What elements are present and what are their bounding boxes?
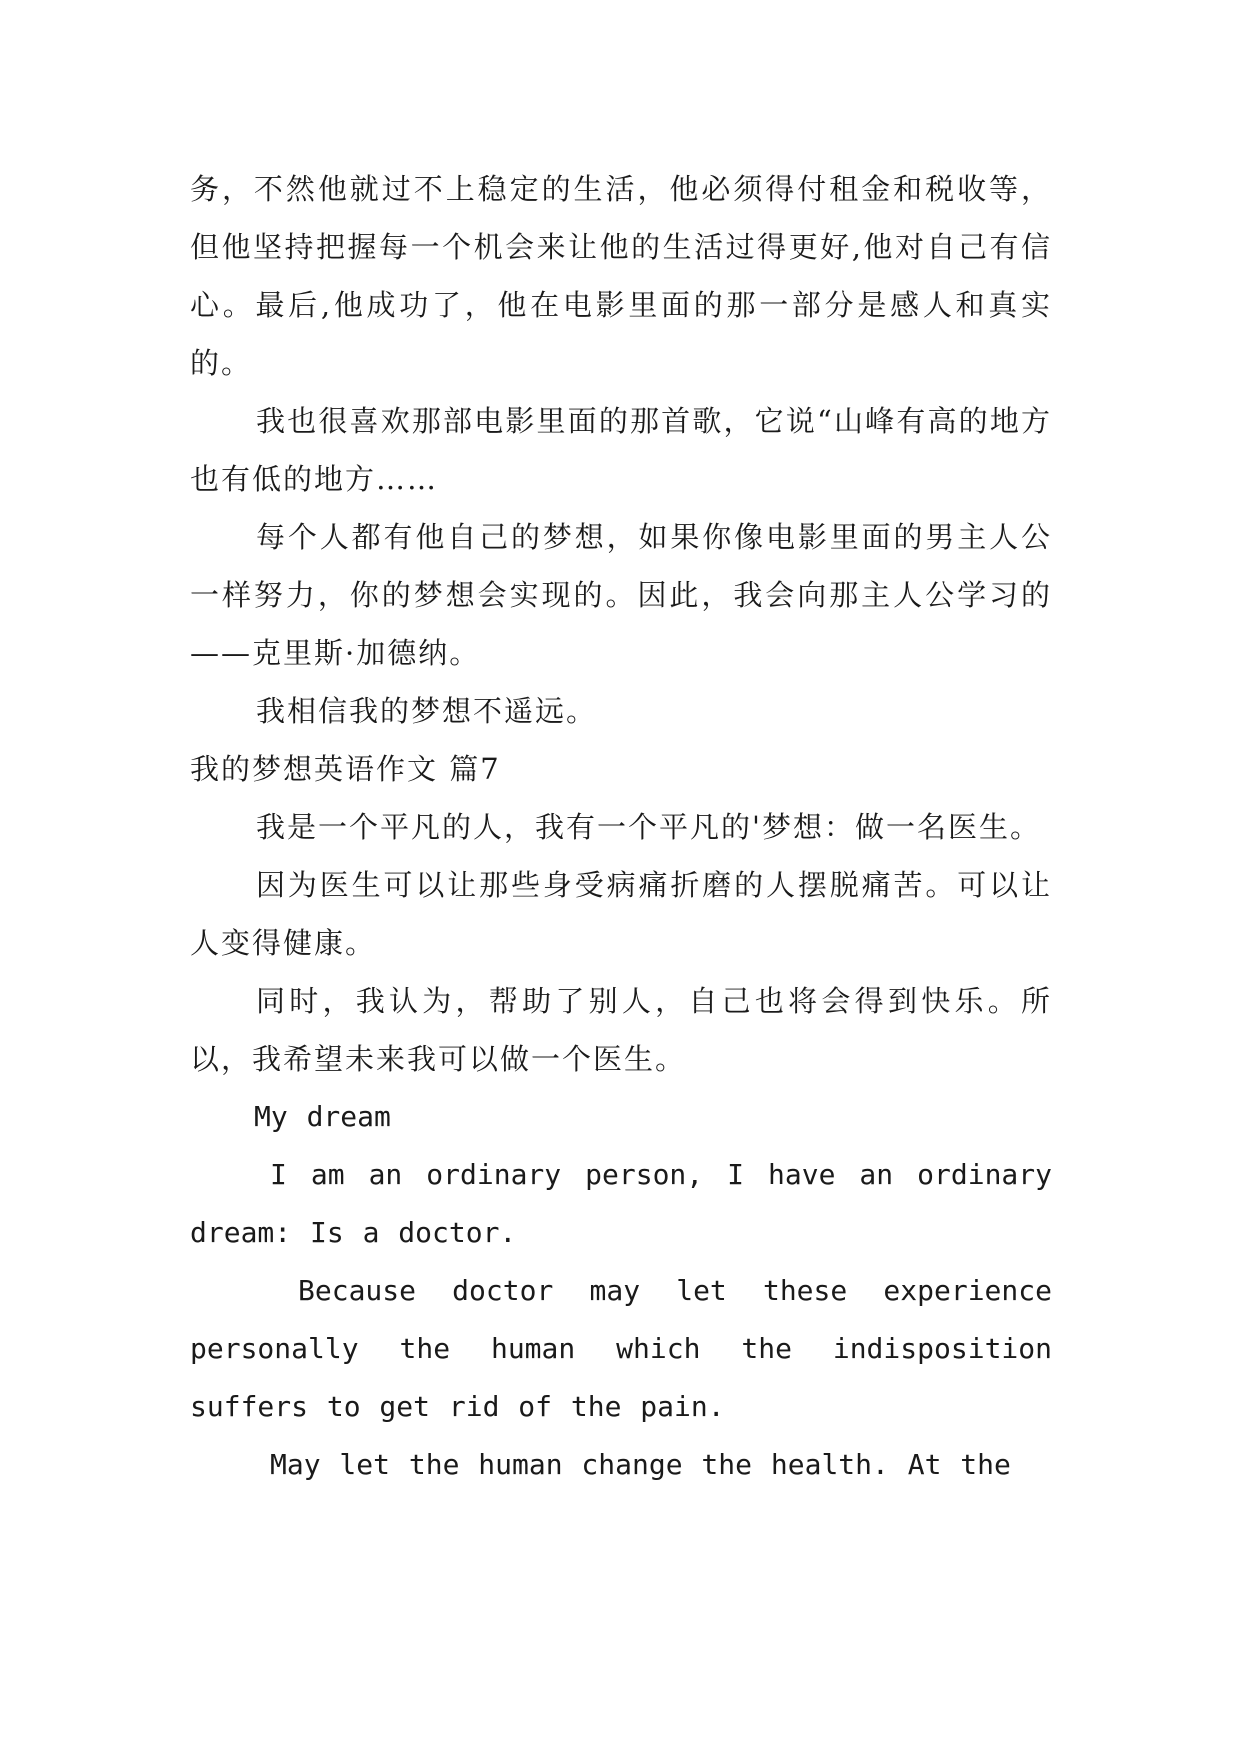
- paragraph-believe: 我相信我的梦想不遥远。: [256, 694, 598, 728]
- english-title: My dream: [254, 1100, 391, 1133]
- paragraph-continued: 务，不然他就过不上稳定的生活，他必须得付租金和税收等，但他坚持把握每一个机会来让他的生活过得更好,他对自己有信心。最后,他成功了，他在电影里面的那一部分是感人和真实的。: [190, 172, 1052, 380]
- paragraph-ordinary-person: 我是一个平凡的人，我有一个平凡的'梦想：做一名医生。: [256, 810, 1041, 844]
- document-page: [190, 160, 1052, 1494]
- english-paragraph-ordinary: I am an ordinary person, I have an ordinary dream: Is a doctor.: [190, 1158, 1052, 1249]
- english-paragraph-because: Because doctor may let these experience personally the human which the indisposition suffers to get rid of the pain.: [190, 1274, 1052, 1423]
- paragraph-helping-others: 同时，我认为，帮助了别人，自己也将会得到快乐。所以，我希望未来我可以做一个医生。: [190, 984, 1052, 1076]
- english-paragraph-health: May let the human change the health. At the: [270, 1448, 1011, 1481]
- paragraph-everyone-dream: 每个人都有他自己的梦想，如果你像电影里面的男主人公一样努力，你的梦想会实现的。因此，我会向那主人公学习的——克里斯·加德纳。: [190, 520, 1052, 670]
- section-heading: 我的梦想英语作文 篇7: [190, 752, 501, 786]
- paragraph-song: 我也很喜欢那部电影里面的那首歌，它说“山峰有高的地方也有低的地方……: [190, 404, 1052, 496]
- paragraph-doctor-reason: 因为医生可以让那些身受病痛折磨的人摆脱痛苦。可以让人变得健康。: [190, 868, 1052, 960]
